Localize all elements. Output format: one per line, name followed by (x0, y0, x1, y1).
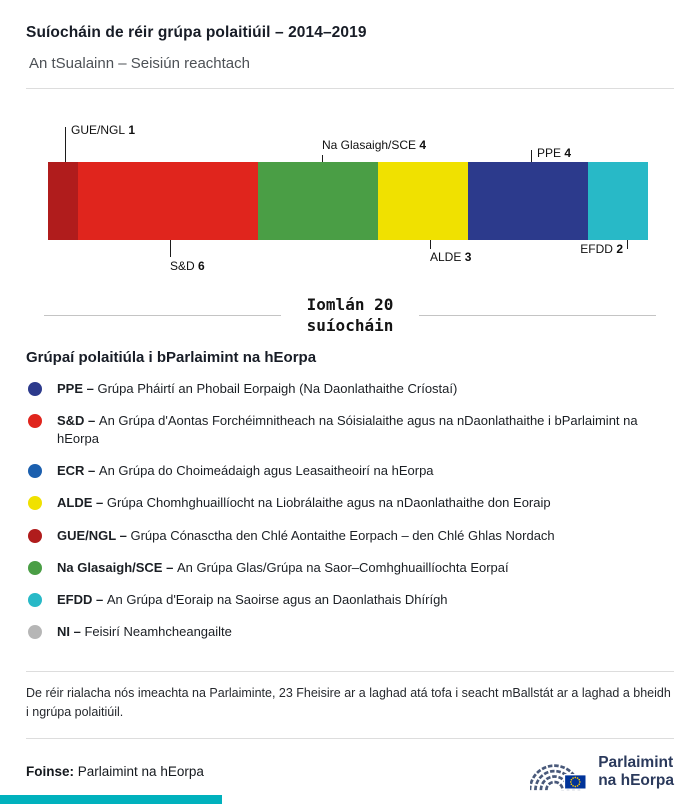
bar-segment-gue-ngl (48, 162, 78, 240)
callout-line-alde (430, 240, 431, 249)
legend-item-na-glasaigh-sce (26, 559, 674, 577)
legend-color-dot (28, 496, 42, 510)
source (26, 764, 204, 779)
legend-item-text: GUE/NGL – Grúpa Cónasctha den Chlé Aontaithe Eorpach – den Chlé Ghlas Nordach (57, 527, 555, 543)
footnote-divider (26, 671, 674, 672)
legend-color-dot (28, 464, 42, 478)
callout-line-s-d (170, 240, 171, 257)
callout-value: 1 (128, 123, 136, 137)
legend-item-text: NI – Feisirí Neamhcheangailte (57, 624, 232, 640)
callout-label-s-d (170, 259, 205, 273)
legend-list (26, 380, 674, 642)
header (0, 0, 700, 72)
page-title: Suíocháin de réir grúpa polaitiúil – 2014–2019 (26, 24, 367, 41)
bottom-teal-strip (0, 795, 222, 804)
legend-item-text: ECR – An Grúpa do Choimeádaigh agus Leasaitheoirí na hEorpa (57, 463, 434, 479)
callout-value: 2 (616, 242, 623, 256)
callout-line-efdd (627, 240, 628, 249)
ep-logo (530, 751, 674, 793)
ep-hemicycle-icon (530, 751, 588, 793)
callout-line-na-glasaigh-sce (322, 155, 323, 162)
total-rule-right (419, 315, 656, 316)
total-line1: Iomlán 20 (306, 295, 394, 314)
legend-item-ppe (26, 380, 674, 398)
bar-segment-s-d (78, 162, 258, 240)
legend-item-text: S&D – An Grúpa d'Aontas Forchéimnitheach na Sóisialaithe agus na nDaonlathaithe i bParlaimint na hEorpa (57, 412, 638, 446)
ep-logo-text (598, 754, 674, 790)
legend-color-dot (28, 414, 42, 428)
legend-color-dot (28, 529, 42, 543)
callout-label-gue-ngl (71, 123, 135, 137)
legend-item-alde (26, 494, 674, 512)
footnote: De réir rialacha nós imeachta na Parlaiminte, 23 Fheisire ar a laghad atá tofa i seacht mBallstát ar a laghad a bheidh i ngrúpa polaitiúil. (26, 686, 671, 720)
eu-flag-icon (565, 775, 587, 790)
source-label: Foinse: (26, 764, 75, 780)
legend-item-text: ALDE – Grúpa Chomhghuaillíocht na Liobrálaithe agus na nDaonlathaithe don Eoraip (57, 495, 551, 511)
bar-segment-na-glasaigh-sce (258, 162, 378, 240)
stacked-bar (48, 162, 648, 240)
legend-item-s-d (26, 412, 674, 448)
footer-divider (26, 738, 674, 739)
legend-item-ecr (26, 462, 674, 480)
callout-name: ALDE (430, 250, 462, 264)
legend-item-text: Na Glasaigh/SCE – An Grúpa Glas/Grúpa na Saor–Comhghuaillíochta Eorpaí (57, 559, 509, 575)
total-line2: suíocháin (306, 315, 394, 335)
footer (26, 751, 674, 793)
legend-color-dot (28, 625, 42, 639)
legend (26, 349, 674, 642)
callout-name: PPE (537, 146, 562, 160)
bar-segment-efdd (588, 162, 648, 240)
callout-line-gue-ngl (65, 127, 66, 162)
page-subtitle: An tSualainn – Seisiún reachtach (29, 55, 250, 72)
total-rule-left (44, 315, 281, 316)
callout-label-efdd (580, 242, 623, 256)
source-value: Parlaimint na hEorpa (77, 764, 204, 780)
callout-name: Na Glasaigh/SCE (322, 138, 417, 152)
legend-heading: Grúpaí polaitiúla i bParlaimint na hEorpa (26, 348, 317, 366)
bar-segment-alde (378, 162, 468, 240)
legend-item-text: PPE – Grúpa Pháirtí an Phobail Eorpaigh (Na Daonlathaithe Críostaí) (57, 380, 458, 396)
total-label (281, 295, 420, 337)
callout-label-na-glasaigh-sce (322, 138, 426, 152)
total-seats (44, 295, 656, 337)
legend-color-dot (28, 593, 42, 607)
legend-item-ni (26, 623, 674, 641)
legend-color-dot (28, 561, 42, 575)
legend-item-gue-ngl (26, 527, 674, 545)
legend-color-dot (28, 382, 42, 396)
callout-name: EFDD (580, 242, 613, 256)
bar-segment-ppe (468, 162, 588, 240)
seat-chart (26, 89, 674, 285)
callout-label-alde (430, 250, 471, 264)
legend-item-text: EFDD – An Grúpa d'Eoraip na Saoirse agus an Daonlathais Dhírígh (57, 591, 448, 607)
callout-name: GUE/NGL (71, 123, 126, 137)
callout-line-ppe (531, 150, 532, 162)
legend-item-efdd (26, 591, 674, 609)
callout-value: 4 (419, 138, 427, 152)
callout-value: 6 (198, 259, 205, 273)
ep-logo-text-line1: Parlaimint (598, 753, 674, 771)
callout-value: 3 (464, 250, 472, 264)
callout-name: S&D (170, 259, 195, 273)
ep-logo-text-line2: na hEorpa (598, 771, 674, 789)
callout-label-ppe (537, 146, 571, 160)
callout-value: 4 (564, 146, 572, 160)
